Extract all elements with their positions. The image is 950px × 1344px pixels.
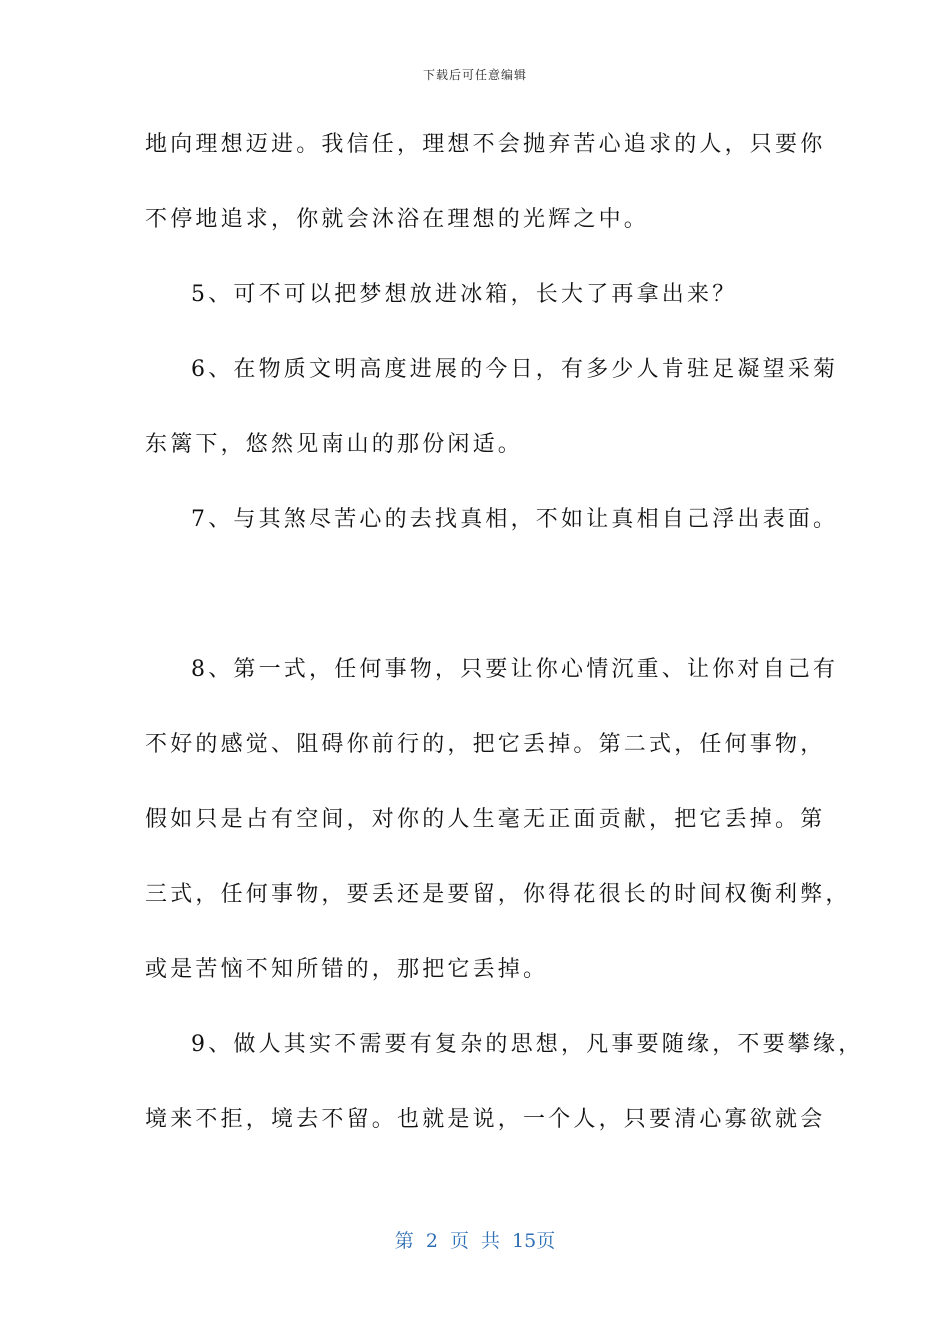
paragraph-line: 不好的感觉、阻碍你前行的，把它丢掉。第二式，任何事物， <box>145 732 826 757</box>
page-number: 第 2 页 共 15页 <box>394 1230 556 1252</box>
paragraph-line: 不停地追求，你就会沐浴在理想的光辉之中。 <box>145 207 650 232</box>
paragraph-line: 8、第一式，任何事物，只要让你心情沉重、让你对自己有 <box>191 657 839 682</box>
paragraph-line: 6、在物质文明高度进展的今日，有多少人肯驻足凝望采菊 <box>191 357 839 382</box>
document-body <box>145 120 864 1170</box>
page-header: 下载后可任意编辑 <box>422 68 527 82</box>
paragraph-line: 假如只是占有空间，对你的人生毫无正面贡献，把它丢掉。第 <box>145 807 826 832</box>
paragraph-line: 三式，任何事物，要丢还是要留，你得花很长的时间权衡利弊， <box>145 882 851 907</box>
paragraph-line: 或是苦恼不知所错的，那把它丢掉。 <box>145 957 549 982</box>
paragraph-line: 地向理想迈进。我信任，理想不会抛弃苦心追求的人，只要你 <box>145 132 826 157</box>
paragraph-line: 5、可不可以把梦想放进冰箱，长大了再拿出来？ <box>191 282 738 307</box>
paragraph-gap <box>145 570 815 645</box>
paragraph-line: 7、与其煞尽苦心的去找真相，不如让真相自己浮出表面。 <box>191 507 839 532</box>
paragraph-line: 东篱下，悠然见南山的那份闲适。 <box>145 432 524 457</box>
paragraph-line: 境来不拒，境去不留。也就是说，一个人，只要清心寡欲就会 <box>145 1107 826 1132</box>
paragraph-line: 9、做人其实不需要有复杂的思想，凡事要随缘，不要攀缘， <box>191 1032 864 1057</box>
